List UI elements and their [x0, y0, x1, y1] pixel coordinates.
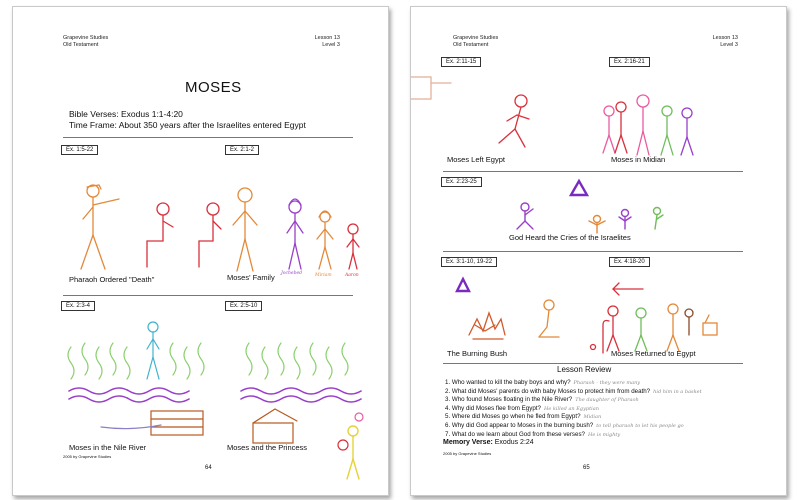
handwritten-answer: He is mighty — [587, 431, 621, 438]
review-question — [445, 396, 775, 405]
handwritten-answer: to tell pharaoh to let his people go — [596, 422, 684, 429]
drawing-caption: God Heard the Cries of the Israelites — [509, 233, 631, 242]
name-label: Jochebed — [281, 271, 303, 276]
page-title: MOSES — [185, 79, 242, 96]
drawing-caption: Moses in the Nile River — [69, 443, 147, 452]
review-question — [445, 413, 775, 422]
time-frame-label: Time Frame: — [69, 120, 117, 130]
handwritten-answer: The daughter of Pharaoh — [575, 397, 639, 404]
handwritten-answer: He killed an Egyptian — [543, 405, 599, 412]
question-text: 6. Why did God appear to Moses in the burning bush? — [445, 421, 594, 429]
review-question — [445, 379, 775, 388]
publisher: Grapevine Studies — [63, 35, 109, 41]
testament: Old Testament — [453, 42, 489, 48]
bible-verses-label: Bible Verses: — [69, 109, 119, 119]
drawing-panel-2 — [13, 7, 388, 495]
worksheet-page-65 — [410, 6, 787, 496]
review-question — [445, 422, 775, 431]
testament: Old Testament — [63, 42, 99, 48]
drawing-caption: Moses Left Egypt — [447, 155, 505, 164]
copyright: 2005 by Grapevine Studies — [443, 451, 492, 456]
name-label: Aaron — [345, 273, 359, 278]
question-text: 7. What do we learn about God from these verses? — [445, 430, 585, 438]
scripture-ref-box: Ex. 2:5-10 — [225, 301, 262, 311]
copyright: 2005 by Grapevine Studies — [63, 454, 112, 459]
handwritten-answer: hid him in a basket — [653, 388, 702, 395]
scripture-ref-box: Ex. 3:1-10, 19-22 — [441, 257, 497, 267]
drawing-caption: The Burning Bush — [447, 349, 508, 358]
handwritten-answer: Pharaoh - they were many — [573, 380, 641, 386]
question-text: 5. Where did Moses go when he fled from Egypt? — [445, 413, 581, 421]
time-frame-value: About 350 years after the Israelites entered Egypt — [118, 120, 306, 130]
drawing-caption: Moses' Family — [227, 273, 275, 282]
review-question — [445, 388, 775, 397]
level-label: Level 3 — [322, 42, 340, 48]
drawing-caption: Moses in Midian — [611, 155, 666, 164]
page-number: 65 — [583, 465, 590, 471]
scripture-ref-box: Ex. 2:3-4 — [61, 301, 95, 311]
drawing-caption: Pharaoh Ordered "Death" — [69, 275, 155, 284]
page-number: 64 — [205, 465, 212, 471]
worksheet-page-64 — [12, 6, 389, 496]
bible-verses-value: Exodus 1:1-4:20 — [121, 109, 183, 119]
level-label: Level 3 — [720, 42, 738, 48]
review-question — [445, 405, 775, 414]
scripture-ref-box: Ex. 2:23-25 — [441, 177, 482, 187]
scripture-ref-box: Ex. 1:5-22 — [61, 145, 98, 155]
scripture-ref-box: Ex. 4:18-20 — [609, 257, 650, 267]
question-text: 4. Why did Moses flee from Egypt? — [445, 404, 541, 412]
lesson-label: Lesson 13 — [712, 35, 738, 41]
review-questions — [445, 379, 775, 439]
name-label: Miriam — [315, 273, 332, 278]
review-title: Lesson Review — [557, 365, 612, 374]
question-text: 2. What did Moses' parents do with baby Moses to protect him from death? — [445, 387, 651, 395]
memory-verse-label: Memory Verse: — [443, 439, 493, 446]
drawing-caption: Moses and the Princess — [227, 443, 308, 452]
question-text: 1. Who wanted to kill the baby boys and why? — [445, 379, 571, 386]
scripture-ref-box: Ex. 2:1-2 — [225, 145, 259, 155]
publisher: Grapevine Studies — [453, 35, 499, 41]
scripture-ref-box: Ex. 2:16-21 — [609, 57, 650, 67]
memory-verse-value: Exodus 2:24 — [494, 439, 534, 446]
lesson-label: Lesson 13 — [314, 35, 340, 41]
drawing-caption: Moses Returned to Egypt — [611, 349, 696, 358]
scripture-ref-box: Ex. 2:11-15 — [441, 57, 481, 67]
divider — [443, 363, 743, 364]
review-question — [445, 431, 775, 440]
handwritten-answer: Midian — [583, 414, 602, 421]
memory-verse-line — [443, 439, 534, 446]
question-text: 3. Who found Moses floating in the Nile River? — [445, 396, 573, 404]
